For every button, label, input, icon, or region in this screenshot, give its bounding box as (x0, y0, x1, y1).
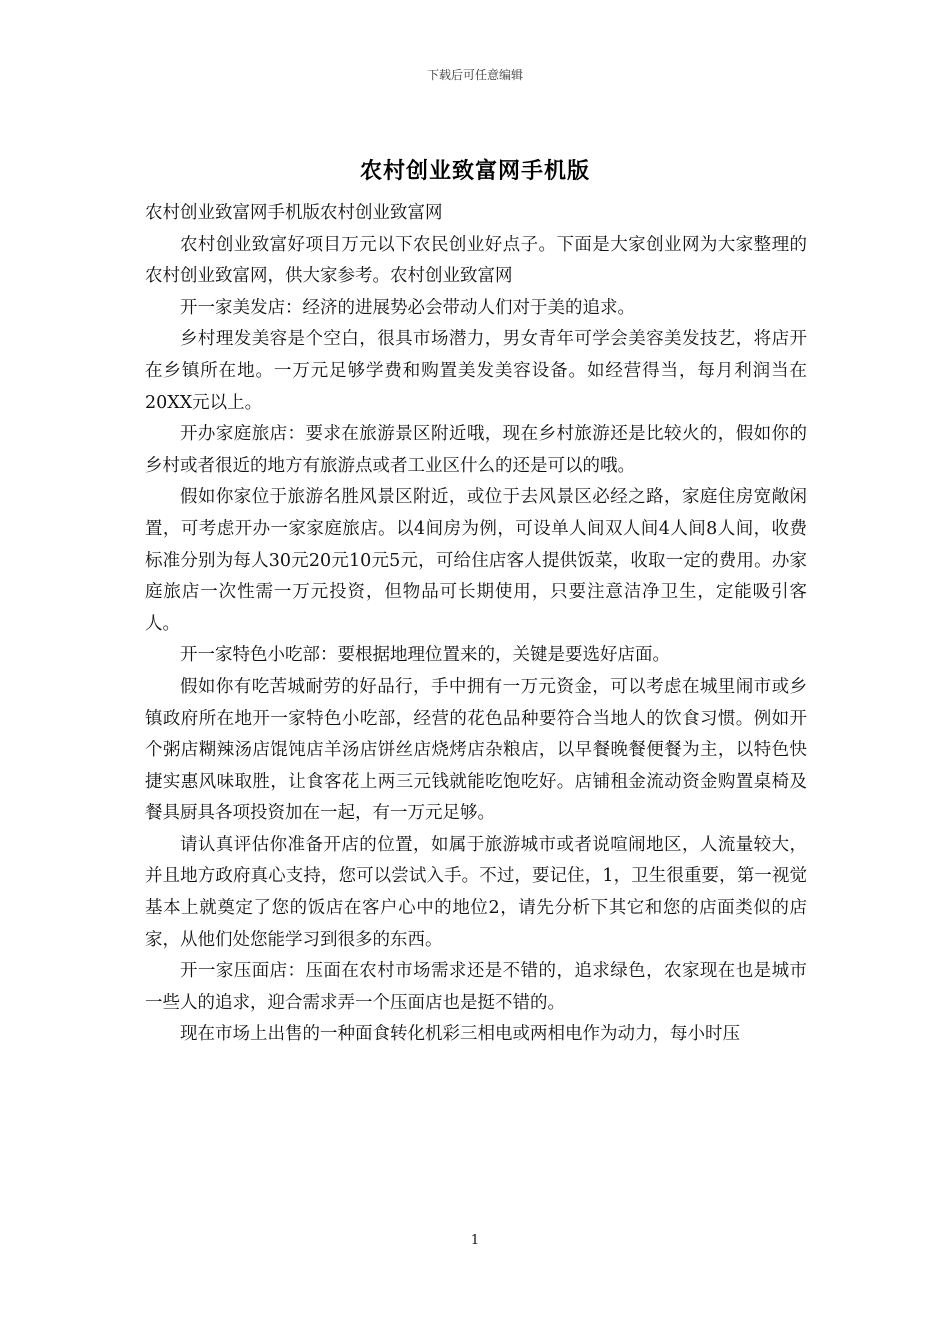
paragraph: 现在市场上出售的一种面食转化机彩三相电或两相电作为动力，每小时压 (180, 1024, 740, 1045)
paragraph-subtitle: 农村创业致富网手机版农村创业致富网 (145, 203, 443, 223)
paragraph: 开办家庭旅店：要求在旅游景区附近哦，现在乡村旅游还是比较火的，假如你的乡村或者很近的地方有旅游点或者工业区什么的还是可以的哦。 (145, 424, 807, 476)
header-note: 下载后可任意编辑 (426, 68, 523, 82)
paragraph: 开一家特色小吃部：要根据地理位置来的，关键是要选好店面。 (180, 645, 670, 666)
document-title: 农村创业致富网手机版 (359, 158, 590, 184)
paragraph: 开一家压面店：压面在农村市场需求还是不错的，追求绿色，农家现在也是城市一些人的追求，迎合需求弄一个压面店也是挺不错的。 (145, 961, 807, 1013)
page-number: 1 (470, 1233, 480, 1248)
paragraph: 假如你家位于旅游名胜风景区附近，或位于去风景区必经之路，家庭住房宽敞闲置，可考虑开办一家家庭旅店。以4间房为例，可设单人间双人间4人间8人间，收费标准分别为每人30元20元10元5元，可给住店客人提供饭菜，收取一定的费用。办家庭旅店一次性需一万元投资，但物品可长期使用，只要注意洁净卫生，定能吸引客人。 (145, 487, 807, 634)
paragraph: 乡村理发美容是个空白，很具市场潜力，男女青年可学会美容美发技艺，将店开在乡镇所在地。一万元足够学费和购置美发美容设备。如经营得当，每月利润当在20XX元以上。 (145, 329, 807, 413)
paragraph: 请认真评估你准备开店的位置，如属于旅游城市或者说喧闹地区，人流量较大，并且地方政府真心支持，您可以尝试入手。不过，要记住，1，卫生很重要，第一视觉基本上就奠定了您的饭店在客户心中的地位2，请先分析下其它和您的店面类似的店家，从他们处您能学习到很多的东西。 (145, 834, 807, 950)
document-body (145, 198, 807, 1051)
paragraph: 假如你有吃苦城耐劳的好品行，手中拥有一万元资金，可以考虑在城里闹市或乡镇政府所在地开一家特色小吃部，经营的花色品种要符合当地人的饮食习惯。例如开个粥店糊辣汤店馄饨店羊汤店饼丝店烧烤店杂粮店，以早餐晚餐便餐为主，以特色快捷实惠风味取胜，让食客花上两三元钱就能吃饱吃好。店铺租金流动资金购置桌椅及餐具厨具各项投资加在一起，有一万元足够。 (145, 676, 807, 824)
paragraph: 开一家美发店：经济的进展势必会带动人们对于美的追求。 (180, 297, 635, 318)
paragraph: 农村创业致富好项目万元以下农民创业好点子。下面是大家创业网为大家整理的农村创业致富网，供大家参考。农村创业致富网 (145, 234, 807, 287)
